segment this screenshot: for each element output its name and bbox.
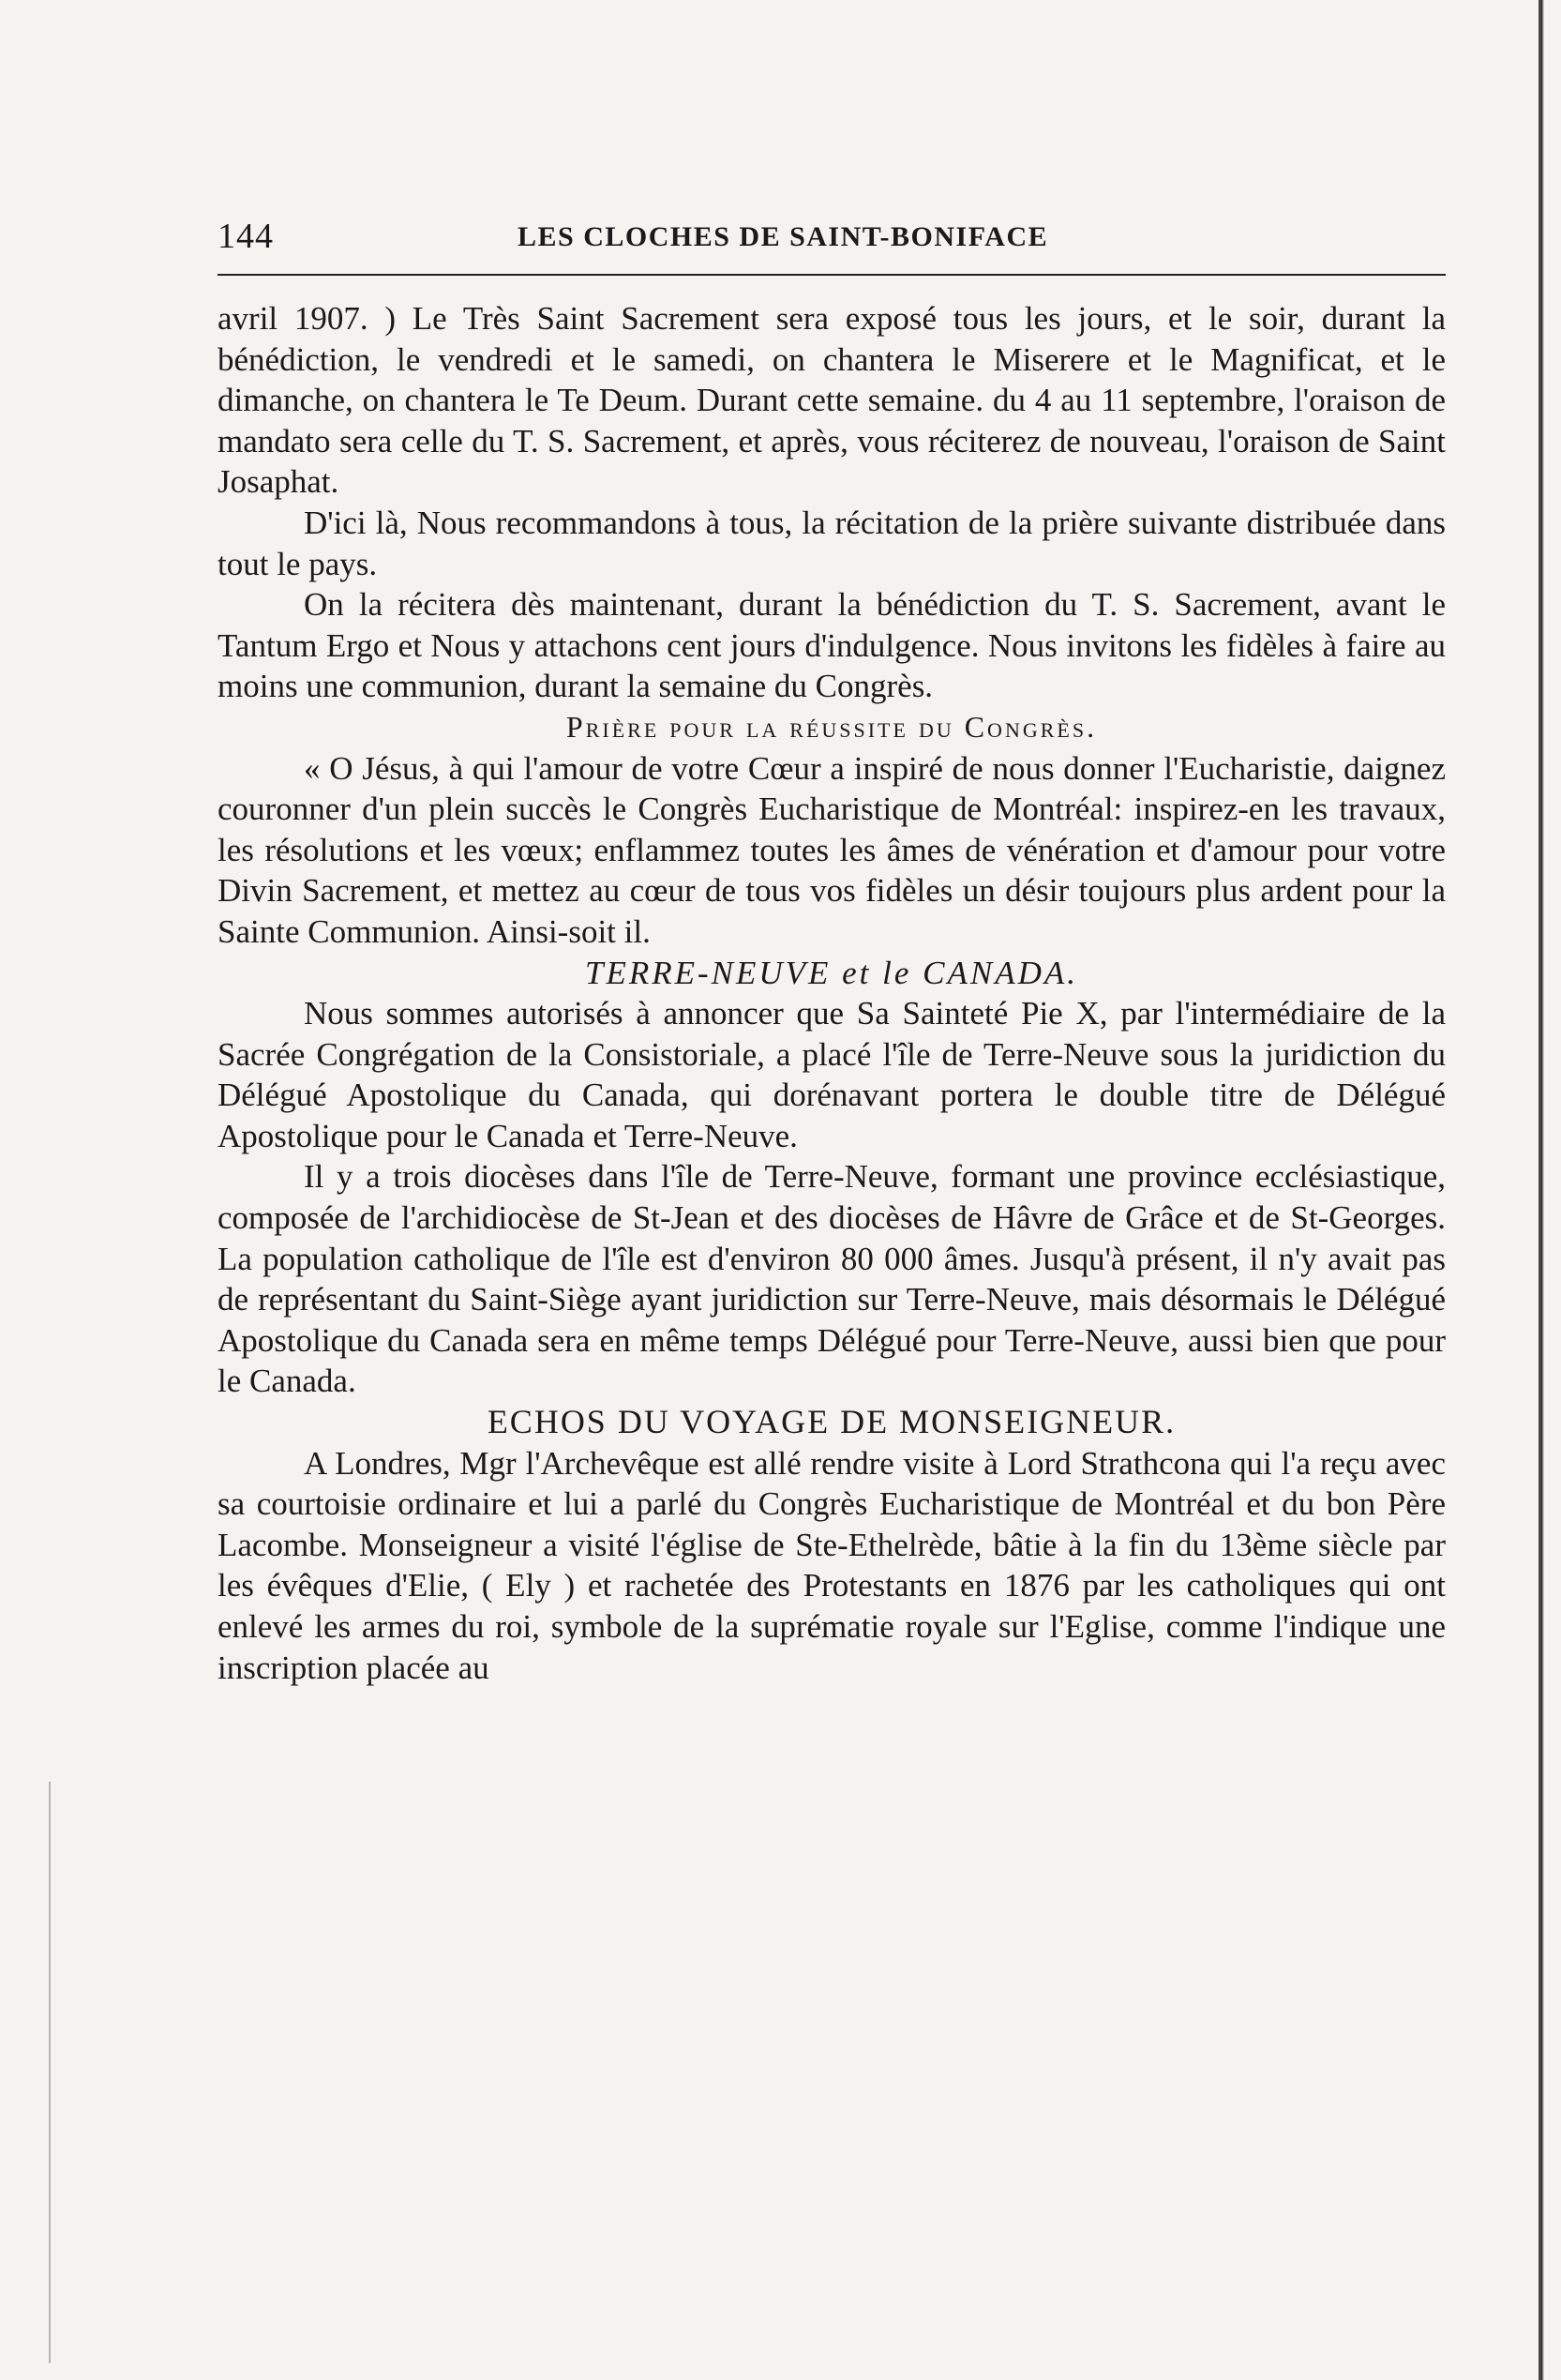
paragraph-recommandation: D'ici là, Nous recommandons à tous, la récitation de la prière suivante distribuée dans tout le pays.	[218, 504, 1446, 582]
paragraph-echos-1: A Londres, Mgr l'Archevêque est allé rendre visite à Lord Strathcona qui l'a reçu avec sa courtoisie ordinaire et lui a parlé du Congrès Eucharistique de Montréal et du bon Père Lacombe. Monseigneur a visité l'église de Ste-Ethelrède, bâtie à la fin du 13ème siècle par les évêques d'Elie, ( Ely ) et rachetée des Protestants en 1876 par les catholiques qui ont enlevé les armes du roi, symbole de la suprématie royale sur l'Eglise, comme l'indique une inscription placée au	[218, 1444, 1446, 1686]
header-rule	[218, 274, 1446, 276]
page-number: 144	[218, 217, 274, 256]
page-body	[218, 298, 1446, 1688]
page-edge-shadow	[1538, 0, 1544, 2380]
paragraph-terre-neuve-2: Il y a trois diocèses dans l'île de Terre-Neuve, formant une province ecclésiastique, composée de l'archidiocèse de St-Jean et des diocèses de Hâvre de Grâce et de St-Georges. La population catholique de l'île est d'environ 80 000 âmes. Jusqu'à présent, il n'y avait pas de représentant du Saint-Siège ayant juridiction sur Terre-Neuve, mais désormais le Délégué Apostolique du Canada sera en même temps Délégué pour Terre-Neuve, aussi bien que pour le Canada.	[218, 1158, 1446, 1400]
gutter-mark	[49, 1782, 51, 2363]
section-title-terre-neuve: TERRE-NEUVE et le CANADA.	[584, 954, 1079, 991]
prayer-text: « O Jésus, à qui l'amour de votre Cœur a inspiré de nous donner l'Eucharistie, daignez couronner d'un plein succès le Congrès Eucharistique de Montréal: inspirez-en les travaux, les résolutions et les vœux; enflammez toutes les âmes de vénération et d'amour pour votre Divin Sacrement, et mettez au cœur de tous vos fidèles un désir toujours plus ardent pour la Sainte Communion. Ainsi-soit il.	[218, 749, 1446, 950]
page-header	[218, 216, 1446, 272]
paragraph-continued: avril 1907. ) Le Très Saint Sacrement sera exposé tous les jours, et le soir, durant la bénédiction, le vendredi et le samedi, on chantera le Miserere et le Magnificat, et le dimanche, on chantera le Te Deum. Durant cette semaine. du 4 au 11 septembre, l'oraison de mandato sera celle du T. S. Sacrement, et après, vous réciterez de nouveau, l'oraison de Saint Josaphat.	[218, 300, 1446, 501]
running-title: LES CLOCHES DE SAINT-BONIFACE	[518, 221, 1049, 252]
paragraph-terre-neuve-1: Nous sommes autorisés à annoncer que Sa Sainteté Pie X, par l'intermédiaire de la Sacrée Congrégation de la Consistoriale, a placé l'île de Terre-Neuve sous la juridiction du Délégué Apostolique du Canada, qui dorénavant portera le double titre de Délégué Apostolique pour le Canada et Terre-Neuve.	[218, 995, 1446, 1154]
prayer-title: Prière pour la réussite du Congrès.	[565, 709, 1098, 744]
paragraph-indulgence: On la récitera dès maintenant, durant la bénédiction du T. S. Sacrement, avant le Tantum Ergo et Nous y attachons cent jours d'indulgence. Nous invitons les fidèles à faire au moins une communion, durant la semaine du Congrès.	[218, 586, 1446, 705]
section-title-echos: ECHOS DU VOYAGE DE MONSEIGNEUR.	[487, 1403, 1177, 1441]
